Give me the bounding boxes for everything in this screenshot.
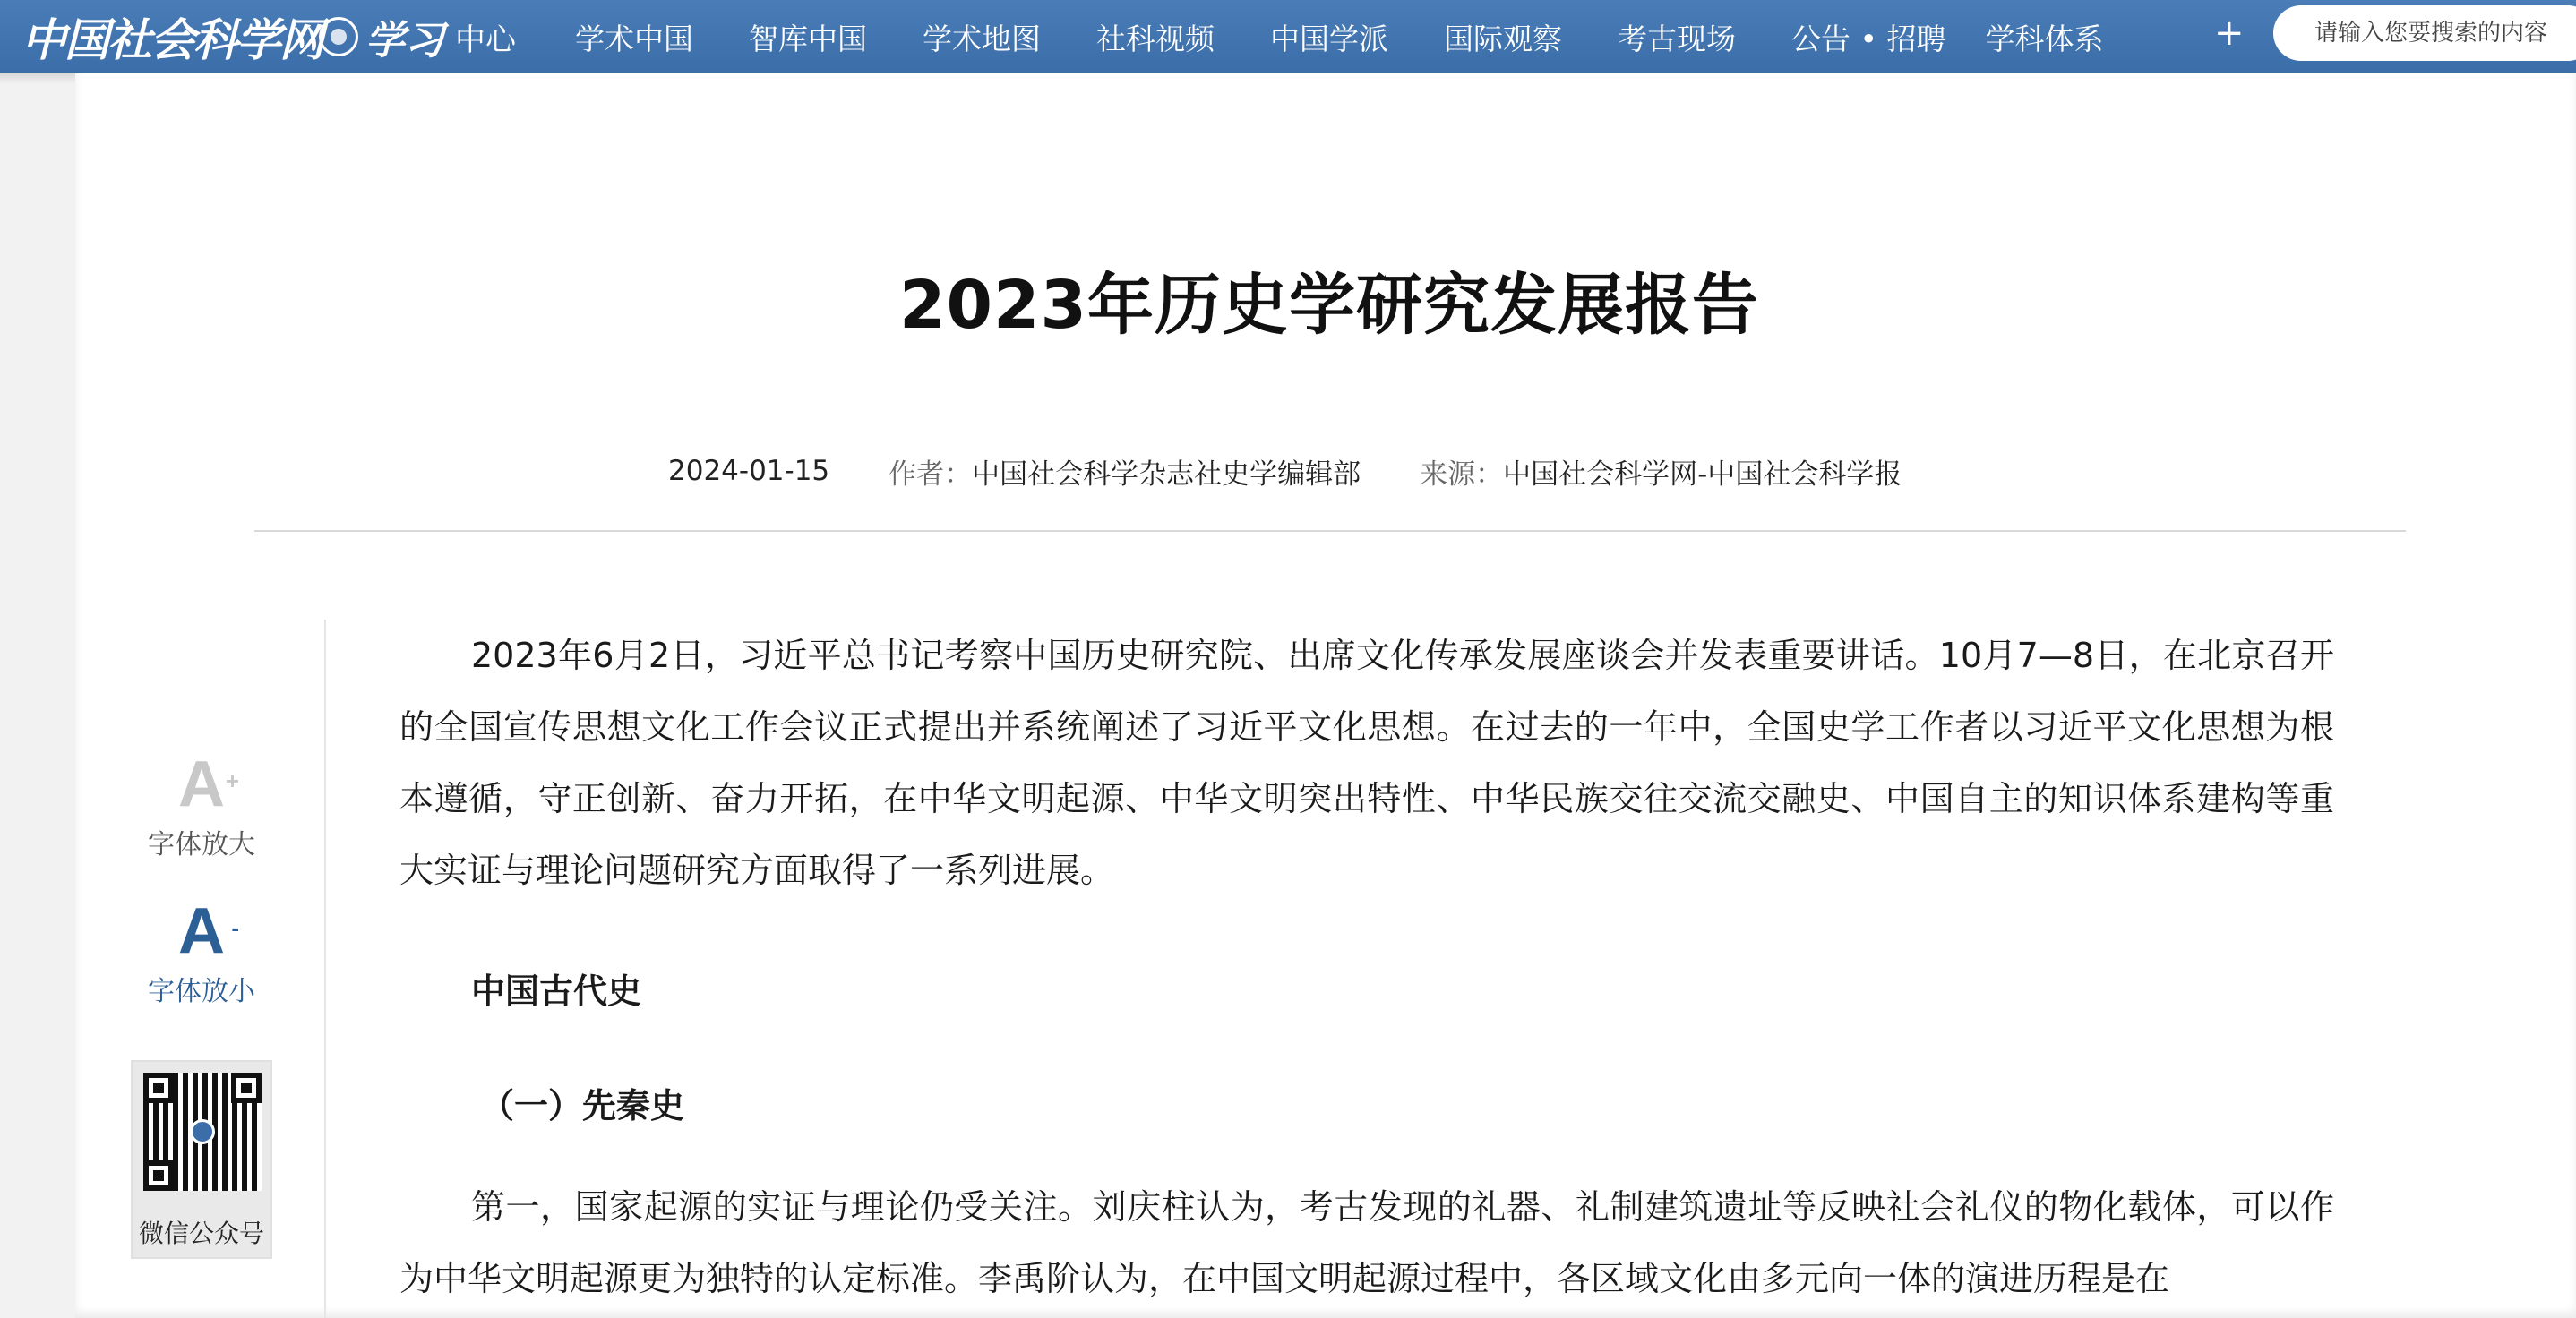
font-decrease-button[interactable] [134,895,269,1008]
nav-item-zhiku-zhongguo[interactable]: 智库中国 [749,21,867,56]
qr-finder-bottom-left [143,1160,174,1191]
xuexi-center-label: 中心 [455,21,516,58]
source-label: 来源： [1420,458,1504,491]
article-title: 2023年历史学研究发展报告 [899,267,1759,344]
source-name: 中国社会科学网-中国社会科学报 [1503,458,1902,491]
author-name: 中国社会科学杂志社史学编辑部 [972,458,1361,491]
site-logo[interactable] [21,5,322,68]
site-logo-text: 中国社会科学网 [21,13,322,66]
tools-divider [324,620,326,1318]
wechat-qr-label: 微信公众号 [138,1219,264,1248]
qr-finder-top-left [143,1073,174,1103]
font-decrease-label: 字体放小 [148,976,255,1007]
font-decrease-icon: A - [178,895,239,967]
search-input[interactable] [2273,5,2576,61]
xuexi-logo-text: 学习 [365,18,444,64]
main-nav [575,0,2159,73]
nav-item-xueshu-zhongguo[interactable]: 学术中国 [575,21,693,56]
nav-item-guoji-guancha[interactable]: 国际观察 [1444,21,1562,56]
qr-finder-top-right [231,1073,262,1103]
font-increase-button[interactable] [134,749,269,861]
wechat-qr-panel [131,1060,272,1259]
font-increase-label: 字体放大 [148,829,255,860]
nav-more-plus-icon[interactable]: + [2214,13,2245,54]
article-paragraph: 2023年6月2日，习近平总书记考察中国历史研究院、出席文化传承发展座谈会并发表重要讲话。10月7—8日，在北京召开的全国宣传思想文化工作会议正式提出并系统阐述了习近平文化思想。在过去的一年中，全国史学工作者以习近平文化思想为根本遵循，守正创新、奋力开拓，在中华文明起源、中华文明突出特性、中华民族交往交流交融史、中国自主的知识体系建构等重大实证与理论问题研究方面取得了一系列进展。 [399,636,2334,890]
top-navigation-bar [0,0,2576,73]
nav-item-kaogu-xianchang[interactable]: 考古现场 [1618,21,1736,56]
xuexi-center-link[interactable] [319,5,516,68]
section-heading: 中国古代史 [471,971,642,1011]
nav-item-zhongguo-xuepai[interactable]: 中国学派 [1270,21,1388,56]
nav-item-sheke-shipin[interactable]: 社科视频 [1096,21,1215,56]
article-body [399,620,2334,1314]
subsection-heading: （一）先秦史 [480,1086,685,1125]
nav-item-xueke-tixi[interactable]: 学科体系 [1985,21,2104,56]
nav-item-gonggao-zhaopin[interactable]: 公告 • 招聘 [1791,21,1946,56]
font-increase-icon: A + [178,749,239,820]
xuexi-emblem-icon [319,17,358,56]
article-meta [668,453,1902,489]
author-label: 作者： [889,458,973,491]
qr-center-logo-icon [190,1119,215,1144]
meta-divider [254,530,2406,532]
publish-date: 2024-01-15 [668,455,830,487]
nav-item-xueshu-ditu[interactable]: 学术地图 [923,21,1041,56]
article-paragraph: 第一，国家起源的实证与理论仍受关注。刘庆柱认为，考古发现的礼器、礼制建筑遗址等反映社会礼仪的物化载体，可以作为中华文明起源更为独特的认定标准。李禹阶认为，在中国文明起源过程中，各区域文化由多元向一体的演进历程是在 [399,1187,2334,1298]
wechat-qr-code [143,1073,262,1191]
